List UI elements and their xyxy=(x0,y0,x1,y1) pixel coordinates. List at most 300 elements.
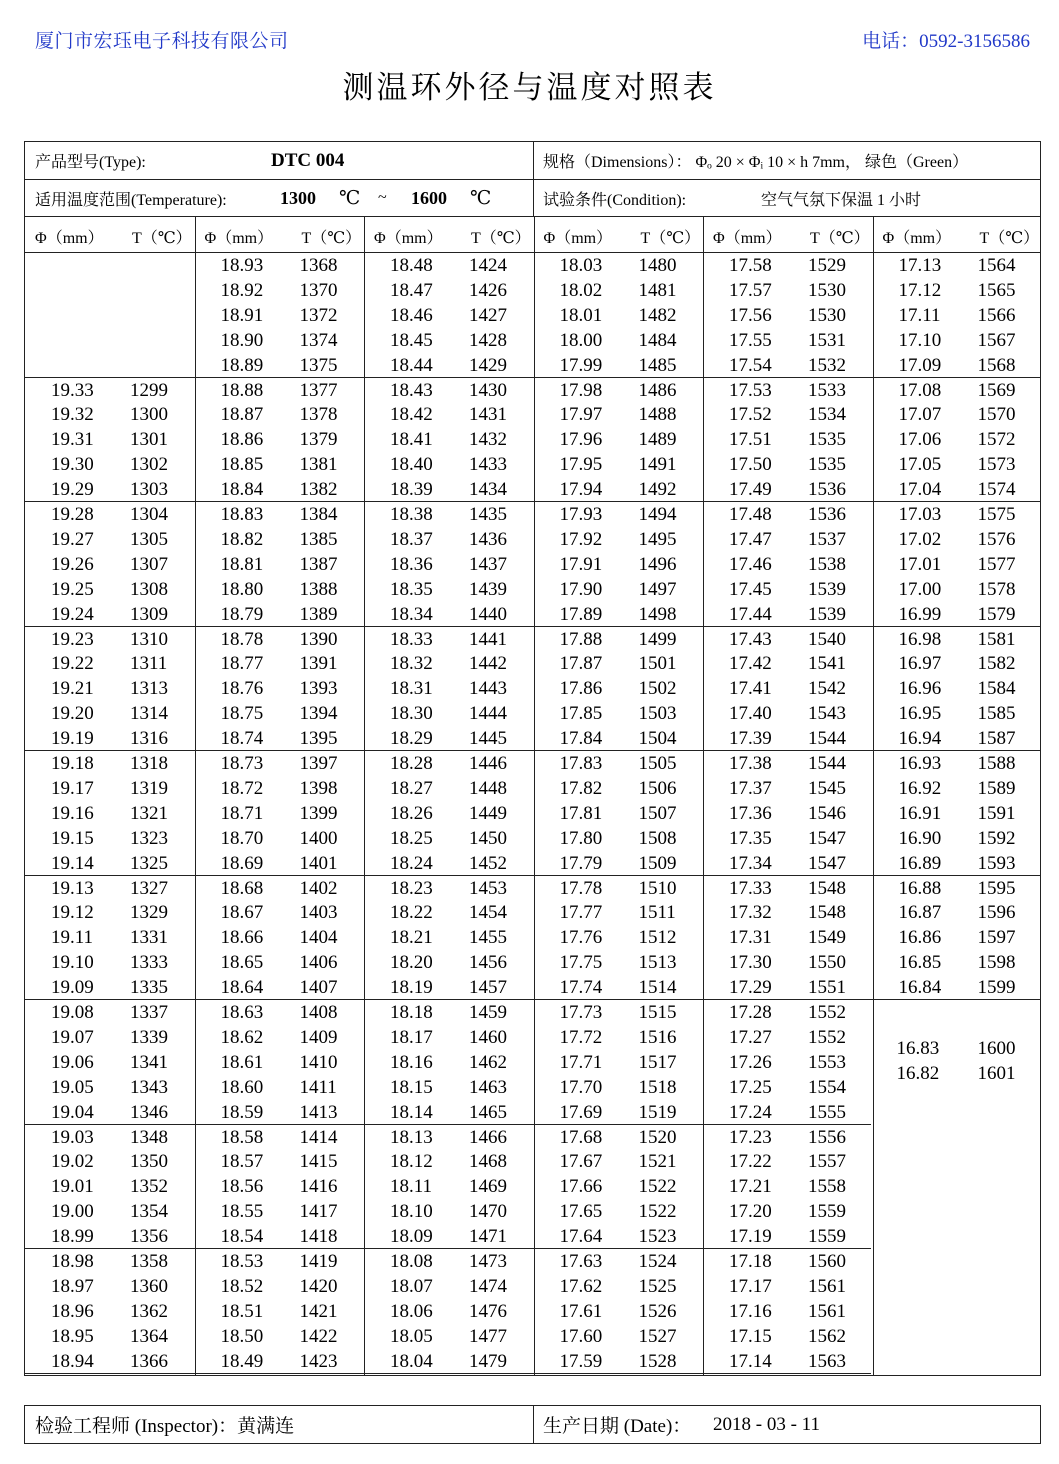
table-cell-temperature: 1400 xyxy=(299,827,338,849)
table-cell-diameter: 19.12 xyxy=(51,902,94,924)
date-label: 生产日期 (Date)： xyxy=(543,1416,692,1437)
table-cell-temperature: 1316 xyxy=(130,728,168,750)
table-cell-temperature: 1439 xyxy=(469,578,507,600)
table-cell-temperature: 1528 xyxy=(638,1350,677,1372)
table-cell-diameter: 18.58 xyxy=(220,1126,264,1148)
table-cell-diameter: 18.93 xyxy=(220,255,264,276)
table-cell-temperature: 1457 xyxy=(469,977,507,999)
table-cell-temperature: 1411 xyxy=(299,1076,337,1098)
table-cell-diameter: 17.92 xyxy=(559,528,603,550)
table-cell-temperature: 1346 xyxy=(130,1101,168,1123)
table-cell-diameter: 17.52 xyxy=(729,404,772,426)
table-cell-temperature: 1484 xyxy=(638,329,677,351)
table-cell-diameter: 18.23 xyxy=(390,877,433,899)
table-cell-diameter: 18.60 xyxy=(220,1076,264,1098)
table-cell-diameter: 18.69 xyxy=(220,852,264,874)
table-cell-diameter: 17.72 xyxy=(559,1026,603,1048)
table-cell-diameter: 18.28 xyxy=(390,753,433,774)
table-cell-temperature: 1541 xyxy=(808,653,846,675)
type-value: DTC 004 xyxy=(271,149,345,171)
table-cell-diameter: 17.98 xyxy=(559,379,603,401)
table-cell-diameter: 18.85 xyxy=(220,454,264,476)
table-cell-temperature: 1399 xyxy=(299,802,338,824)
table-cell-temperature: 1547 xyxy=(808,852,846,874)
table-cell-diameter: 19.16 xyxy=(51,802,94,824)
table-cell-diameter: 19.25 xyxy=(51,578,94,600)
table-cell-temperature: 1596 xyxy=(977,902,1016,924)
table-cell-temperature: 1481 xyxy=(638,279,677,301)
table-cell-temperature: 1579 xyxy=(977,603,1016,625)
table-cell-diameter: 17.67 xyxy=(559,1151,603,1173)
table-cell-temperature: 1498 xyxy=(638,603,677,625)
table-cell-diameter: 18.44 xyxy=(390,354,433,376)
table-cell-temperature: 1519 xyxy=(638,1101,677,1123)
data-grid xyxy=(25,142,1040,1375)
table-cell-diameter: 19.33 xyxy=(51,379,94,401)
table-cell-temperature: 1600 xyxy=(977,1038,1016,1059)
column-header-diameter: Φ（mm） xyxy=(204,230,274,247)
table-cell-temperature: 1348 xyxy=(130,1126,168,1148)
table-cell-diameter: 18.15 xyxy=(390,1076,433,1098)
table-cell-diameter: 18.56 xyxy=(220,1176,264,1198)
column-header-temperature: T（℃） xyxy=(301,230,362,247)
group-divider xyxy=(25,999,1040,1000)
table-cell-diameter: 16.91 xyxy=(898,802,942,824)
table-cell-diameter: 16.98 xyxy=(898,628,942,650)
table-cell-diameter: 17.54 xyxy=(729,354,772,376)
table-cell-temperature: 1548 xyxy=(808,902,846,924)
table-cell-temperature: 1496 xyxy=(638,553,677,575)
table-cell-temperature: 1384 xyxy=(299,504,338,525)
table-cell-diameter: 18.48 xyxy=(390,255,433,276)
table-cell-temperature: 1563 xyxy=(808,1350,846,1372)
table-cell-temperature: 1535 xyxy=(808,429,846,451)
table-cell-diameter: 16.93 xyxy=(898,753,942,774)
table-cell-diameter: 17.41 xyxy=(729,678,772,700)
column-header-diameter: Φ（mm） xyxy=(35,230,104,247)
table-cell-diameter: 19.14 xyxy=(51,852,94,874)
table-cell-temperature: 1408 xyxy=(299,1002,338,1023)
table-cell-diameter: 17.74 xyxy=(559,977,603,999)
table-cell-diameter: 17.44 xyxy=(729,603,772,625)
table-cell-temperature: 1354 xyxy=(130,1201,168,1223)
table-cell-diameter: 18.19 xyxy=(390,977,433,999)
page-title: 测温环外径与温度对照表 xyxy=(342,70,717,105)
table-cell-diameter: 18.59 xyxy=(220,1101,264,1123)
table-cell-diameter: 18.38 xyxy=(390,504,433,525)
table-cell-temperature: 1303 xyxy=(130,479,168,501)
table-cell-diameter: 18.53 xyxy=(220,1251,264,1272)
table-cell-diameter: 17.56 xyxy=(729,304,772,326)
table-cell-temperature: 1539 xyxy=(808,603,846,625)
table-cell-temperature: 1532 xyxy=(808,354,846,376)
temperature-unit-min: ℃ xyxy=(339,187,361,209)
table-cell-temperature: 1440 xyxy=(469,603,507,625)
table-cell-diameter: 17.38 xyxy=(729,753,772,774)
table-cell-temperature: 1491 xyxy=(638,454,677,476)
table-cell-diameter: 17.83 xyxy=(559,753,603,774)
table-cell-temperature: 1368 xyxy=(299,255,338,276)
table-cell-diameter: 19.01 xyxy=(51,1176,94,1198)
dimensions-text: 规格（Dimensions）： Φₒ 20 × Φᵢ 10 × h 7mm， 绿色（Green） xyxy=(543,154,969,171)
date-value: 2018 - 03 - 11 xyxy=(713,1413,820,1435)
table-cell-diameter: 18.30 xyxy=(390,703,433,725)
table-cell-diameter: 17.10 xyxy=(898,329,942,351)
table-cell-temperature: 1395 xyxy=(299,728,338,750)
table-cell-temperature: 1523 xyxy=(638,1226,677,1248)
table-cell-temperature: 1584 xyxy=(977,678,1016,700)
table-cell-temperature: 1429 xyxy=(469,354,507,376)
table-cell-diameter: 18.77 xyxy=(220,653,264,675)
table-cell-diameter: 18.40 xyxy=(390,454,433,476)
table-cell-diameter: 18.90 xyxy=(220,329,264,351)
table-cell-diameter: 17.96 xyxy=(559,429,603,451)
table-cell-temperature: 1547 xyxy=(808,827,846,849)
table-cell-temperature: 1561 xyxy=(808,1275,846,1297)
table-cell-diameter: 18.16 xyxy=(390,1051,433,1073)
table-cell-temperature: 1503 xyxy=(638,703,677,725)
table-cell-temperature: 1470 xyxy=(469,1201,507,1223)
table-cell-temperature: 1540 xyxy=(808,628,846,650)
table-cell-diameter: 17.23 xyxy=(729,1126,772,1148)
table-cell-diameter: 17.31 xyxy=(729,927,772,949)
table-cell-diameter: 18.01 xyxy=(559,304,603,326)
table-cell-diameter: 17.18 xyxy=(729,1251,772,1272)
table-cell-temperature: 1421 xyxy=(299,1300,338,1322)
table-cell-temperature: 1551 xyxy=(808,977,846,999)
table-cell-diameter: 18.72 xyxy=(220,777,264,799)
table-cell-diameter: 18.52 xyxy=(220,1275,264,1297)
table-cell-diameter: 18.70 xyxy=(220,827,264,849)
table-cell-temperature: 1398 xyxy=(299,777,338,799)
table-cell-temperature: 1442 xyxy=(469,653,507,675)
group-divider xyxy=(25,750,1040,751)
table-cell-diameter: 17.32 xyxy=(729,902,772,924)
table-cell-diameter: 17.24 xyxy=(729,1101,772,1123)
temperature-separator: ~ xyxy=(378,189,387,206)
table-cell-temperature: 1544 xyxy=(808,728,846,750)
table-cell-temperature: 1337 xyxy=(130,1002,168,1023)
table-cell-diameter: 18.86 xyxy=(220,429,264,451)
table-cell-diameter: 18.04 xyxy=(390,1350,433,1372)
table-cell-diameter: 17.58 xyxy=(729,255,772,276)
table-cell-temperature: 1394 xyxy=(299,703,338,725)
table-cell-diameter: 18.80 xyxy=(220,578,264,600)
table-cell-temperature: 1558 xyxy=(808,1176,846,1198)
table-cell-temperature: 1343 xyxy=(130,1076,168,1098)
table-cell-diameter: 17.57 xyxy=(729,279,772,301)
table-cell-diameter: 18.37 xyxy=(390,528,433,550)
table-cell-temperature: 1575 xyxy=(977,504,1016,525)
table-cell-diameter: 18.94 xyxy=(51,1350,94,1372)
table-cell-diameter: 17.19 xyxy=(729,1226,772,1248)
table-cell-temperature: 1504 xyxy=(638,728,677,750)
table-cell-diameter: 17.62 xyxy=(559,1275,603,1297)
table-cell-diameter: 17.79 xyxy=(559,852,603,874)
table-cell-temperature: 1302 xyxy=(130,454,168,476)
table-cell-diameter: 19.02 xyxy=(51,1151,94,1173)
table-cell-temperature: 1531 xyxy=(808,329,846,351)
table-cell-temperature: 1389 xyxy=(299,603,338,625)
table-cell-temperature: 1318 xyxy=(130,753,168,774)
table-cell-diameter: 17.69 xyxy=(559,1101,603,1123)
table-cell-temperature: 1362 xyxy=(130,1300,168,1322)
table-cell-temperature: 1433 xyxy=(469,454,507,476)
table-cell-temperature: 1406 xyxy=(299,952,338,974)
table-cell-diameter: 17.87 xyxy=(559,653,603,675)
table-cell-diameter: 18.82 xyxy=(220,528,264,550)
table-cell-temperature: 1499 xyxy=(638,628,677,650)
table-cell-temperature: 1581 xyxy=(977,628,1016,650)
table-cell-diameter: 18.27 xyxy=(390,777,433,799)
table-cell-temperature: 1510 xyxy=(638,877,677,899)
table-cell-diameter: 18.83 xyxy=(220,504,264,525)
table-cell-diameter: 18.92 xyxy=(220,279,264,301)
table-cell-temperature: 1565 xyxy=(977,279,1016,301)
table-cell-temperature: 1530 xyxy=(808,304,846,326)
table-cell-diameter: 18.73 xyxy=(220,753,264,774)
table-cell-diameter: 16.82 xyxy=(896,1062,940,1084)
table-cell-temperature: 1552 xyxy=(808,1002,846,1023)
table-cell-diameter: 17.14 xyxy=(729,1350,772,1372)
table-cell-diameter: 17.93 xyxy=(559,504,603,525)
table-cell-temperature: 1426 xyxy=(469,279,507,301)
table-cell-diameter: 18.99 xyxy=(51,1226,94,1248)
table-cell-diameter: 17.28 xyxy=(729,1002,772,1023)
table-cell-temperature: 1453 xyxy=(469,877,507,899)
table-cell-diameter: 17.59 xyxy=(559,1350,603,1372)
table-cell-temperature: 1507 xyxy=(638,802,677,824)
table-cell-diameter: 17.77 xyxy=(559,902,603,924)
table-cell-diameter: 17.70 xyxy=(559,1076,603,1098)
table-cell-diameter: 18.45 xyxy=(390,329,433,351)
table-cell-diameter: 16.92 xyxy=(898,777,942,799)
table-cell-diameter: 17.82 xyxy=(559,777,603,799)
table-cell-temperature: 1420 xyxy=(299,1275,338,1297)
table-cell-temperature: 1435 xyxy=(469,504,507,525)
table-cell-diameter: 17.08 xyxy=(898,379,942,401)
table-cell-diameter: 17.49 xyxy=(729,479,772,501)
table-cell-temperature: 1508 xyxy=(638,827,677,849)
table-cell-diameter: 17.07 xyxy=(898,404,942,426)
table-cell-temperature: 1423 xyxy=(299,1350,338,1372)
column-divider xyxy=(534,216,535,1375)
table-cell-diameter: 18.08 xyxy=(390,1251,433,1272)
table-cell-diameter: 18.88 xyxy=(220,379,264,401)
table-cell-diameter: 19.09 xyxy=(51,977,94,999)
table-cell-diameter: 17.03 xyxy=(898,504,942,525)
table-cell-diameter: 18.74 xyxy=(220,728,264,750)
table-cell-temperature: 1448 xyxy=(469,777,507,799)
table-cell-diameter: 17.05 xyxy=(898,454,942,476)
table-cell-diameter: 18.47 xyxy=(390,279,433,301)
table-cell-diameter: 17.65 xyxy=(559,1201,603,1223)
table-cell-diameter: 18.33 xyxy=(390,628,433,650)
table-cell-diameter: 18.13 xyxy=(390,1126,433,1148)
table-cell-diameter: 18.84 xyxy=(220,479,264,501)
table-cell-temperature: 1449 xyxy=(469,802,507,824)
table-cell-diameter: 18.42 xyxy=(390,404,433,426)
table-cell-diameter: 19.26 xyxy=(51,553,94,575)
table-cell-diameter: 18.64 xyxy=(220,977,264,999)
table-cell-diameter: 17.26 xyxy=(729,1051,772,1073)
table-cell-diameter: 19.03 xyxy=(51,1126,94,1148)
table-cell-diameter: 18.98 xyxy=(51,1251,94,1272)
table-cell-diameter: 18.24 xyxy=(390,852,433,874)
table-cell-diameter: 17.42 xyxy=(729,653,772,675)
table-cell-diameter: 17.95 xyxy=(559,454,603,476)
table-cell-diameter: 18.71 xyxy=(220,802,264,824)
table-cell-diameter: 17.37 xyxy=(729,777,772,799)
table-cell-temperature: 1588 xyxy=(977,753,1016,774)
table-cell-temperature: 1327 xyxy=(130,877,168,899)
table-cell-diameter: 16.87 xyxy=(898,902,942,924)
table-cell-diameter: 17.12 xyxy=(898,279,942,301)
column-divider xyxy=(873,216,874,1375)
table-cell-diameter: 19.29 xyxy=(51,479,94,501)
table-cell-diameter: 18.67 xyxy=(220,902,264,924)
table-cell-diameter: 16.99 xyxy=(898,603,942,625)
column-header-diameter: Φ（mm） xyxy=(543,230,613,247)
table-cell-temperature: 1552 xyxy=(808,1026,846,1048)
table-cell-temperature: 1377 xyxy=(299,379,338,401)
table-cell-diameter: 16.90 xyxy=(898,827,942,849)
table-cell-diameter: 18.21 xyxy=(390,927,433,949)
table-cell-diameter: 18.57 xyxy=(220,1151,264,1173)
table-cell-temperature: 1598 xyxy=(977,952,1016,974)
table-cell-diameter: 16.86 xyxy=(898,927,942,949)
table-cell-diameter: 19.08 xyxy=(51,1002,94,1023)
table-cell-diameter: 18.20 xyxy=(390,952,433,974)
table-cell-temperature: 1325 xyxy=(130,852,168,874)
table-cell-temperature: 1341 xyxy=(130,1051,168,1073)
table-cell-temperature: 1529 xyxy=(808,255,846,276)
table-cell-diameter: 17.43 xyxy=(729,628,772,650)
table-cell-temperature: 1539 xyxy=(808,578,846,600)
table-cell-temperature: 1466 xyxy=(469,1126,507,1148)
table-cell-diameter: 18.81 xyxy=(220,553,264,575)
table-cell-temperature: 1534 xyxy=(808,404,846,426)
table-cell-diameter: 17.80 xyxy=(559,827,603,849)
table-cell-temperature: 1545 xyxy=(808,777,846,799)
table-cell-diameter: 17.11 xyxy=(898,304,941,326)
table-cell-diameter: 18.41 xyxy=(390,429,433,451)
table-cell-temperature: 1313 xyxy=(130,678,168,700)
table-cell-temperature: 1513 xyxy=(638,952,677,974)
table-cell-temperature: 1402 xyxy=(299,877,338,899)
table-cell-temperature: 1446 xyxy=(469,753,507,774)
table-cell-diameter: 18.39 xyxy=(390,479,433,501)
temperature-unit-max: ℃ xyxy=(470,187,492,209)
table-cell-diameter: 17.84 xyxy=(559,728,603,750)
table-cell-diameter: 18.07 xyxy=(390,1275,433,1297)
table-cell-diameter: 18.25 xyxy=(390,827,433,849)
table-cell-temperature: 1494 xyxy=(638,504,677,525)
table-cell-temperature: 1404 xyxy=(299,927,338,949)
table-cell-temperature: 1516 xyxy=(638,1026,677,1048)
condition-label: 试验条件(Condition): xyxy=(543,191,687,209)
table-cell-temperature: 1473 xyxy=(469,1251,507,1272)
table-cell-diameter: 16.83 xyxy=(896,1038,940,1059)
table-cell-temperature: 1329 xyxy=(130,902,168,924)
table-cell-temperature: 1416 xyxy=(299,1176,338,1198)
table-cell-temperature: 1599 xyxy=(977,977,1016,999)
table-cell-temperature: 1566 xyxy=(977,304,1016,326)
company-name: 厦门市宏珏电子科技有限公司 xyxy=(35,31,289,52)
table-cell-diameter: 19.22 xyxy=(51,653,94,675)
table-cell-temperature: 1323 xyxy=(130,827,168,849)
table-cell-diameter: 18.34 xyxy=(390,603,433,625)
table-cell-diameter: 18.95 xyxy=(51,1325,94,1347)
table-cell-temperature: 1544 xyxy=(808,753,846,774)
table-cell-temperature: 1391 xyxy=(299,653,338,675)
table-cell-temperature: 1555 xyxy=(808,1101,846,1123)
column-header-diameter: Φ（mm） xyxy=(882,230,952,247)
table-cell-diameter: 19.28 xyxy=(51,504,94,525)
table-cell-diameter: 18.61 xyxy=(220,1051,264,1073)
table-cell-temperature: 1397 xyxy=(299,753,338,774)
table-cell-temperature: 1413 xyxy=(299,1101,338,1123)
column-divider xyxy=(195,216,196,1375)
table-cell-temperature: 1476 xyxy=(469,1300,507,1322)
table-cell-temperature: 1582 xyxy=(977,653,1016,675)
table-cell-diameter: 17.45 xyxy=(729,578,772,600)
table-cell-temperature: 1419 xyxy=(299,1251,338,1272)
table-cell-diameter: 18.11 xyxy=(390,1176,433,1198)
table-cell-temperature: 1414 xyxy=(299,1126,338,1148)
column-header-temperature: T（℃） xyxy=(471,230,531,247)
table-cell-temperature: 1463 xyxy=(469,1076,507,1098)
table-cell-diameter: 16.96 xyxy=(898,678,942,700)
table-cell-diameter: 17.55 xyxy=(729,329,772,351)
table-cell-diameter: 17.16 xyxy=(729,1300,772,1322)
table-cell-diameter: 19.04 xyxy=(51,1101,94,1123)
table-cell-temperature: 1358 xyxy=(130,1251,168,1272)
table-cell-temperature: 1427 xyxy=(469,304,507,326)
table-cell-temperature: 1543 xyxy=(808,703,846,725)
table-cell-temperature: 1422 xyxy=(299,1325,338,1347)
column-header-temperature: T（℃） xyxy=(640,230,701,247)
table-cell-temperature: 1331 xyxy=(130,927,168,949)
table-cell-temperature: 1577 xyxy=(977,553,1016,575)
table-cell-diameter: 17.76 xyxy=(559,927,603,949)
table-cell-diameter: 18.29 xyxy=(390,728,433,750)
table-cell-temperature: 1469 xyxy=(469,1176,507,1198)
table-cell-temperature: 1366 xyxy=(130,1350,168,1372)
table-cell-temperature: 1538 xyxy=(808,553,846,575)
table-cell-diameter: 18.76 xyxy=(220,678,264,700)
table-cell-diameter: 17.75 xyxy=(559,952,603,974)
table-cell-diameter: 18.10 xyxy=(390,1201,433,1223)
table-cell-temperature: 1492 xyxy=(638,479,677,501)
table-cell-temperature: 1518 xyxy=(638,1076,677,1098)
table-cell-temperature: 1390 xyxy=(299,628,338,650)
temperature-min: 1300 xyxy=(280,187,316,208)
table-cell-diameter: 19.11 xyxy=(51,927,94,949)
table-cell-diameter: 17.01 xyxy=(898,553,942,575)
table-cell-temperature: 1370 xyxy=(299,279,338,301)
column-header-temperature: T（℃） xyxy=(810,230,870,247)
table-cell-temperature: 1382 xyxy=(299,479,338,501)
table-cell-diameter: 17.15 xyxy=(729,1325,772,1347)
column-header-temperature: T（℃） xyxy=(132,230,192,247)
table-cell-temperature: 1576 xyxy=(977,528,1016,550)
table-cell-temperature: 1548 xyxy=(808,877,846,899)
table-cell-temperature: 1310 xyxy=(130,628,168,650)
type-label: 产品型号(Type): xyxy=(35,154,146,171)
table-cell-temperature: 1319 xyxy=(130,777,168,799)
table-cell-diameter: 17.61 xyxy=(559,1300,603,1322)
